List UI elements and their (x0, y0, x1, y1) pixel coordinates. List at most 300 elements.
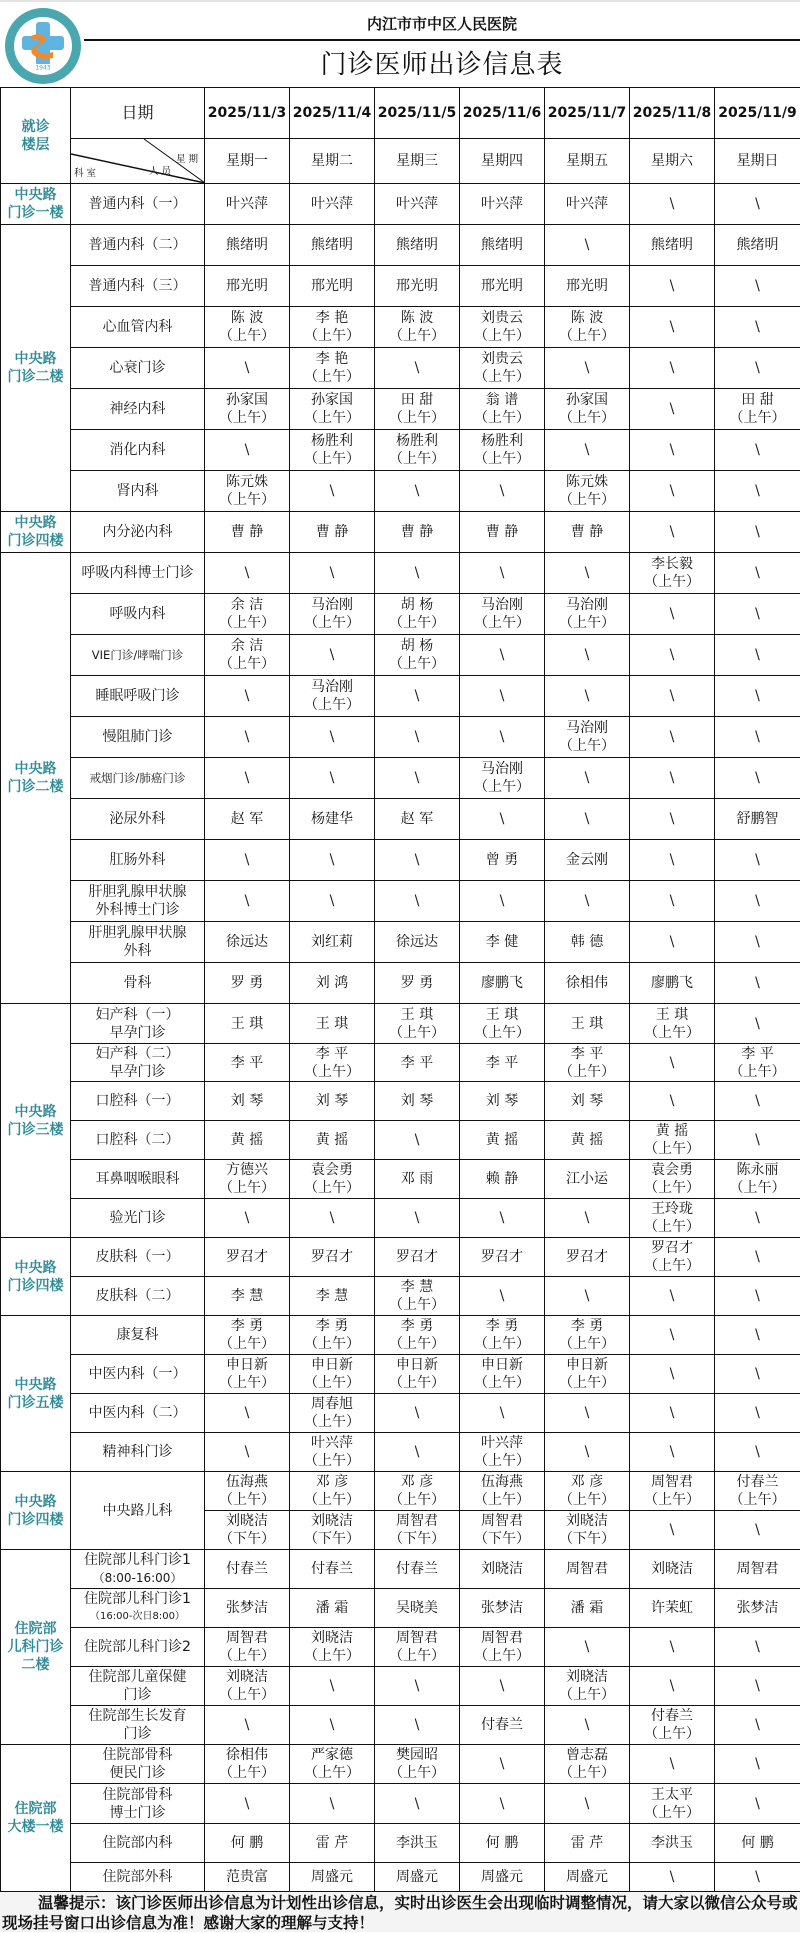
corner-staff-label: 人 员 (149, 163, 171, 181)
doctor-name: 邓 雨 (375, 1170, 459, 1188)
session-label: （上午） (375, 450, 459, 468)
session-label: （上午） (375, 327, 459, 345)
doctor-cell (205, 1316, 290, 1355)
doctor-name: 曹 静 (205, 523, 289, 541)
schedule-row (1, 1044, 800, 1082)
doctor-name: 孙家国 (290, 391, 374, 409)
department-name: 皮肤科（一） (71, 1238, 205, 1277)
empty-slot (630, 717, 715, 758)
doctor-name: \ (630, 1365, 714, 1383)
session-label: （上午） (205, 1647, 289, 1665)
session-label: （上午） (375, 614, 459, 632)
empty-slot (630, 922, 715, 963)
session-label: （上午） (545, 1335, 629, 1353)
doctor-name: 罗召才 (205, 1248, 289, 1266)
schedule-row (1, 676, 800, 717)
empty-slot (290, 1199, 375, 1238)
empty-slot (375, 717, 460, 758)
doctor-name: \ (715, 851, 800, 869)
doctor-cell (375, 1472, 460, 1511)
session-label: （上午） (715, 1491, 800, 1509)
doctor-name: 邢光明 (375, 277, 459, 295)
doctor-name: 曹 静 (375, 523, 459, 541)
doctor-name: \ (715, 1209, 800, 1227)
doctor-cell (545, 1160, 630, 1199)
doctor-name: \ (545, 1287, 629, 1305)
department-name: 消化内科 (71, 430, 205, 471)
doctor-name: \ (715, 728, 800, 746)
doctor-name: \ (375, 482, 459, 500)
doctor-name: 黄 摇 (630, 1122, 714, 1140)
empty-slot (290, 717, 375, 758)
schedule-row (1, 1784, 800, 1824)
empty-slot (460, 799, 545, 840)
empty-slot (715, 266, 800, 307)
doctor-name: \ (715, 1868, 800, 1886)
doctor-name: 邢光明 (290, 277, 374, 295)
doctor-name: 潘 霜 (290, 1599, 374, 1617)
doctor-name: 余 洁 (205, 596, 289, 614)
empty-slot (375, 840, 460, 881)
doctor-name: \ (630, 687, 714, 705)
doctor-name: \ (460, 728, 544, 746)
session-label: （上午） (545, 1374, 629, 1392)
doctor-cell (375, 1160, 460, 1199)
empty-slot (630, 512, 715, 553)
doctor-name: 马治刚 (545, 596, 629, 614)
doctor-cell (290, 1355, 375, 1394)
doctor-name: \ (460, 1795, 544, 1813)
doctor-name: \ (715, 1092, 800, 1110)
doctor-name: \ (630, 1521, 714, 1539)
doctor-cell (715, 799, 800, 840)
doctor-cell (460, 1121, 545, 1160)
doctor-name: 黄 摇 (290, 1131, 374, 1149)
empty-slot (715, 1238, 800, 1277)
doctor-cell (460, 1355, 545, 1394)
empty-slot (460, 1277, 545, 1316)
schedule-row (1, 717, 800, 758)
empty-slot (375, 1121, 460, 1160)
doctor-name: \ (205, 1404, 289, 1422)
doctor-name: 潘 霜 (545, 1599, 629, 1617)
schedule-row (1, 225, 800, 266)
session-label: （上午） (290, 368, 374, 386)
session-label: （上午） (715, 409, 800, 427)
doctor-cell (460, 225, 545, 266)
doctor-name: 曾志磊 (545, 1746, 629, 1764)
empty-slot (715, 594, 800, 635)
department-name: 普通内科（一） (71, 184, 205, 225)
empty-slot (715, 1745, 800, 1784)
session-label: （上午） (630, 1491, 714, 1509)
doctor-name: 付春兰 (460, 1716, 544, 1734)
doctor-name: 李 平 (715, 1045, 800, 1063)
schedule-row (1, 1160, 800, 1199)
doctor-name: 黄 摇 (545, 1131, 629, 1149)
doctor-cell (205, 1277, 290, 1316)
doctor-name: 徐远达 (375, 933, 459, 951)
empty-slot (290, 840, 375, 881)
doctor-cell (205, 471, 290, 512)
session-label: （上午） (715, 1063, 800, 1081)
empty-slot (545, 881, 630, 922)
doctor-cell (375, 963, 460, 1004)
doctor-cell (375, 1550, 460, 1589)
doctor-cell (375, 1863, 460, 1892)
doctor-name: \ (545, 441, 629, 459)
doctor-name: 李 慧 (290, 1287, 374, 1305)
doctor-name: \ (290, 892, 374, 910)
doctor-name: 熊绪明 (375, 236, 459, 254)
session-label: （上午） (545, 614, 629, 632)
doctor-cell (290, 1824, 375, 1863)
doctor-cell (205, 1355, 290, 1394)
doctor-cell (375, 1044, 460, 1082)
doctor-name: 付春兰 (715, 1473, 800, 1491)
schedule-row (1, 1589, 800, 1628)
doctor-name: 王 琪 (290, 1015, 374, 1033)
doctor-name: 王 琪 (460, 1006, 544, 1024)
doctor-name: \ (715, 769, 800, 787)
doctor-cell (460, 758, 545, 799)
doctor-cell (205, 594, 290, 635)
empty-slot (715, 1394, 800, 1433)
doctor-name: 罗召才 (290, 1248, 374, 1266)
doctor-cell (375, 1355, 460, 1394)
doctor-name: 申日新 (290, 1356, 374, 1374)
page-header (0, 0, 800, 88)
doctor-cell (630, 1199, 715, 1238)
weekday-header-row (1, 139, 800, 184)
corner-dept-label: 科 室 (74, 165, 96, 183)
doctor-name: 曹 静 (460, 523, 544, 541)
doctor-name: \ (630, 441, 714, 459)
empty-slot (375, 1199, 460, 1238)
doctor-cell (205, 1511, 290, 1550)
department-name: 中医内科（二） (71, 1394, 205, 1433)
session-label: （上午） (290, 1063, 374, 1081)
empty-slot (290, 1667, 375, 1706)
doctor-cell (460, 963, 545, 1004)
schedule-row (1, 840, 800, 881)
department-name: 住院部生长发育 门诊 (71, 1706, 205, 1745)
doctor-cell (290, 1511, 375, 1550)
doctor-cell (545, 1863, 630, 1892)
department-name: 呼吸内科 (71, 594, 205, 635)
doctor-name: 叶兴萍 (375, 195, 459, 213)
weekday-cell: 星期五 (545, 139, 630, 184)
empty-slot (460, 553, 545, 594)
doctor-name: \ (630, 1054, 714, 1072)
doctor-cell (290, 1238, 375, 1277)
doctor-cell (715, 1550, 800, 1589)
doctor-name: 曾 勇 (460, 851, 544, 869)
doctor-name: 陈 波 (205, 309, 289, 327)
doctor-cell (460, 430, 545, 471)
empty-slot (375, 676, 460, 717)
doctor-name: 周智君 (205, 1629, 289, 1647)
doctor-name: 付春兰 (375, 1560, 459, 1578)
doctor-cell (375, 1824, 460, 1863)
doctor-name: 马治刚 (460, 596, 544, 614)
doctor-name: \ (375, 1795, 459, 1813)
doctor-cell (375, 225, 460, 266)
doctor-name: \ (205, 687, 289, 705)
doctor-cell (375, 1628, 460, 1667)
empty-slot (205, 1199, 290, 1238)
doctor-cell (460, 1511, 545, 1550)
doctor-cell (545, 594, 630, 635)
doctor-name: 余 洁 (205, 637, 289, 655)
doctor-name: \ (630, 1287, 714, 1305)
doctor-name: \ (375, 1131, 459, 1149)
doctor-name: \ (460, 1287, 544, 1305)
session-label: （上午） (460, 1374, 544, 1392)
doctor-cell (715, 1589, 800, 1628)
doctor-cell (460, 1628, 545, 1667)
doctor-cell (205, 799, 290, 840)
doctor-cell (375, 799, 460, 840)
doctor-name: 马治刚 (460, 760, 544, 778)
schedule-row (1, 963, 800, 1004)
session-label: （上午） (460, 1452, 544, 1470)
doctor-name: \ (715, 1326, 800, 1344)
empty-slot (205, 1433, 290, 1472)
doctor-cell (460, 840, 545, 881)
session-label: （上午） (545, 327, 629, 345)
department-name: VIE门诊/哮喘门诊 (71, 635, 205, 676)
doctor-name: \ (545, 564, 629, 582)
doctor-name: \ (715, 933, 800, 951)
schedule-row (1, 307, 800, 348)
schedule-row (1, 1121, 800, 1160)
doctor-name: 李 平 (375, 1054, 459, 1072)
doctor-cell (460, 1472, 545, 1511)
empty-slot (205, 1706, 290, 1745)
doctor-name: 刘晓洁 (545, 1668, 629, 1686)
doctor-name: 刘晓洁 (630, 1560, 714, 1578)
doctor-name: 胡 杨 (375, 596, 459, 614)
doctor-name: 刘贵云 (460, 309, 544, 327)
empty-slot (205, 1394, 290, 1433)
doctor-name: \ (205, 441, 289, 459)
weekday-cell: 星期日 (715, 139, 800, 184)
doctor-cell (290, 676, 375, 717)
doctor-name: 罗召才 (545, 1248, 629, 1266)
doctor-cell (545, 1238, 630, 1277)
empty-slot (715, 1199, 800, 1238)
doctor-name: 伍海燕 (460, 1473, 544, 1491)
doctor-cell (460, 1082, 545, 1121)
schedule-row (1, 348, 800, 389)
empty-slot (545, 1784, 630, 1824)
schedule-row (1, 1628, 800, 1667)
session-label: （下午） (545, 1530, 629, 1548)
doctor-name: \ (715, 523, 800, 541)
doctor-name: \ (545, 1795, 629, 1813)
doctor-name: 田 甜 (375, 391, 459, 409)
empty-slot (460, 1745, 545, 1784)
doctor-name: \ (715, 1716, 800, 1734)
doctor-name: \ (630, 646, 714, 664)
doctor-cell (375, 594, 460, 635)
session-label: （上午） (460, 450, 544, 468)
schedule-row (1, 1316, 800, 1355)
department-name: 戒烟门诊/肺癌门诊 (71, 758, 205, 799)
doctor-cell (375, 389, 460, 430)
doctor-name: \ (630, 1326, 714, 1344)
doctor-cell (630, 1824, 715, 1863)
doctor-name: 罗 勇 (375, 974, 459, 992)
department-name: 呼吸内科博士门诊 (71, 553, 205, 594)
doctor-name: 熊绪明 (205, 236, 289, 254)
doctor-cell (205, 389, 290, 430)
doctor-cell (630, 1589, 715, 1628)
empty-slot (290, 881, 375, 922)
empty-slot (715, 1277, 800, 1316)
empty-slot (545, 1394, 630, 1433)
empty-slot (715, 676, 800, 717)
empty-slot (290, 758, 375, 799)
schedule-row (1, 430, 800, 471)
department-name: 中医内科（一） (71, 1355, 205, 1394)
doctor-cell (545, 1745, 630, 1784)
doctor-cell (545, 1355, 630, 1394)
doctor-name: 周智君 (460, 1629, 544, 1647)
empty-slot (630, 348, 715, 389)
doctor-cell (290, 1044, 375, 1082)
doctor-name: \ (545, 1638, 629, 1656)
doctor-name: \ (715, 1521, 800, 1539)
department-name: 普通内科（三） (71, 266, 205, 307)
doctor-name: \ (375, 564, 459, 582)
doctor-name: \ (715, 1287, 800, 1305)
doctor-name: \ (545, 687, 629, 705)
empty-slot (630, 1433, 715, 1472)
empty-slot (375, 553, 460, 594)
session-label: （上午） (205, 491, 289, 509)
doctor-name: \ (715, 277, 800, 295)
empty-slot (375, 881, 460, 922)
doctor-cell (205, 1472, 290, 1511)
session-label: （上午） (630, 1179, 714, 1197)
doctor-cell (205, 1082, 290, 1121)
empty-slot (715, 1511, 800, 1550)
empty-slot (375, 471, 460, 512)
department-name: 住院部骨科 便民门诊 (71, 1745, 205, 1784)
doctor-name: \ (375, 359, 459, 377)
doctor-name: \ (205, 564, 289, 582)
doctor-name: 申日新 (460, 1356, 544, 1374)
doctor-name: 周智君 (375, 1512, 459, 1530)
doctor-name: 张梦洁 (460, 1599, 544, 1617)
doctor-name: 邓 彦 (545, 1473, 629, 1491)
doctor-name: \ (715, 359, 800, 377)
doctor-name: 刘晓洁 (205, 1668, 289, 1686)
session-label: （上午） (460, 1335, 544, 1353)
doctor-cell (545, 1550, 630, 1589)
schedule-row (1, 1472, 800, 1511)
doctor-name: \ (630, 1404, 714, 1422)
weekday-cell: 星期二 (290, 139, 375, 184)
doctor-name: \ (545, 1209, 629, 1227)
empty-slot (715, 1784, 800, 1824)
department-name: 皮肤科（二） (71, 1277, 205, 1316)
doctor-cell (290, 799, 375, 840)
doctor-name: 刘 琴 (545, 1092, 629, 1110)
empty-slot (630, 1667, 715, 1706)
doctor-name: \ (545, 1443, 629, 1461)
doctor-cell (545, 1589, 630, 1628)
empty-slot (375, 758, 460, 799)
doctor-cell (290, 1316, 375, 1355)
department-name: 住院部骨科 博士门诊 (71, 1784, 205, 1824)
empty-slot (715, 1082, 800, 1121)
session-label: （上午） (205, 1179, 289, 1197)
doctor-name: 袁会勇 (630, 1161, 714, 1179)
doctor-name: \ (460, 564, 544, 582)
svg-text:1943: 1943 (35, 65, 50, 72)
doctor-name: \ (715, 441, 800, 459)
doctor-cell (290, 430, 375, 471)
doctor-cell (460, 1863, 545, 1892)
empty-slot (545, 1199, 630, 1238)
doctor-name: 申日新 (375, 1356, 459, 1374)
doctor-cell (460, 1316, 545, 1355)
doctor-cell (545, 717, 630, 758)
schedule-row (1, 1667, 800, 1706)
session-label: （上午） (545, 1686, 629, 1704)
empty-slot (545, 1277, 630, 1316)
doctor-name: \ (205, 892, 289, 910)
empty-slot (630, 1628, 715, 1667)
doctor-cell (460, 1004, 545, 1044)
doctor-name: \ (290, 1677, 374, 1695)
empty-slot (375, 1667, 460, 1706)
doctor-cell (545, 1121, 630, 1160)
doctor-name: 范贵富 (205, 1868, 289, 1886)
doctor-cell (290, 389, 375, 430)
doctor-name: 李 艳 (290, 350, 374, 368)
department-name: 睡眠呼吸门诊 (71, 676, 205, 717)
doctor-cell (375, 1589, 460, 1628)
floor-column-header: 就诊 楼层 (1, 88, 71, 184)
doctor-name: 赵 军 (375, 810, 459, 828)
doctor-cell (375, 1277, 460, 1316)
empty-slot (630, 1082, 715, 1121)
doctor-cell (375, 266, 460, 307)
doctor-cell (460, 594, 545, 635)
session-label: （上午） (205, 1764, 289, 1782)
doctor-name: \ (460, 646, 544, 664)
doctor-name: 熊绪明 (630, 236, 714, 254)
doctor-cell (205, 1550, 290, 1589)
doctor-cell (545, 1472, 630, 1511)
doctor-cell (460, 1433, 545, 1472)
doctor-name: \ (545, 646, 629, 664)
empty-slot (290, 635, 375, 676)
empty-slot (205, 348, 290, 389)
doctor-name: \ (460, 1755, 544, 1773)
department-name: 住院部内科 (71, 1824, 205, 1863)
session-label: （上午） (205, 1686, 289, 1704)
doctor-name: 廖鹏飞 (460, 974, 544, 992)
schedule-row (1, 1745, 800, 1784)
doctor-name: 周盛元 (375, 1868, 459, 1886)
doctor-name: 李 慧 (375, 1278, 459, 1296)
session-label: （上午） (715, 1179, 800, 1197)
